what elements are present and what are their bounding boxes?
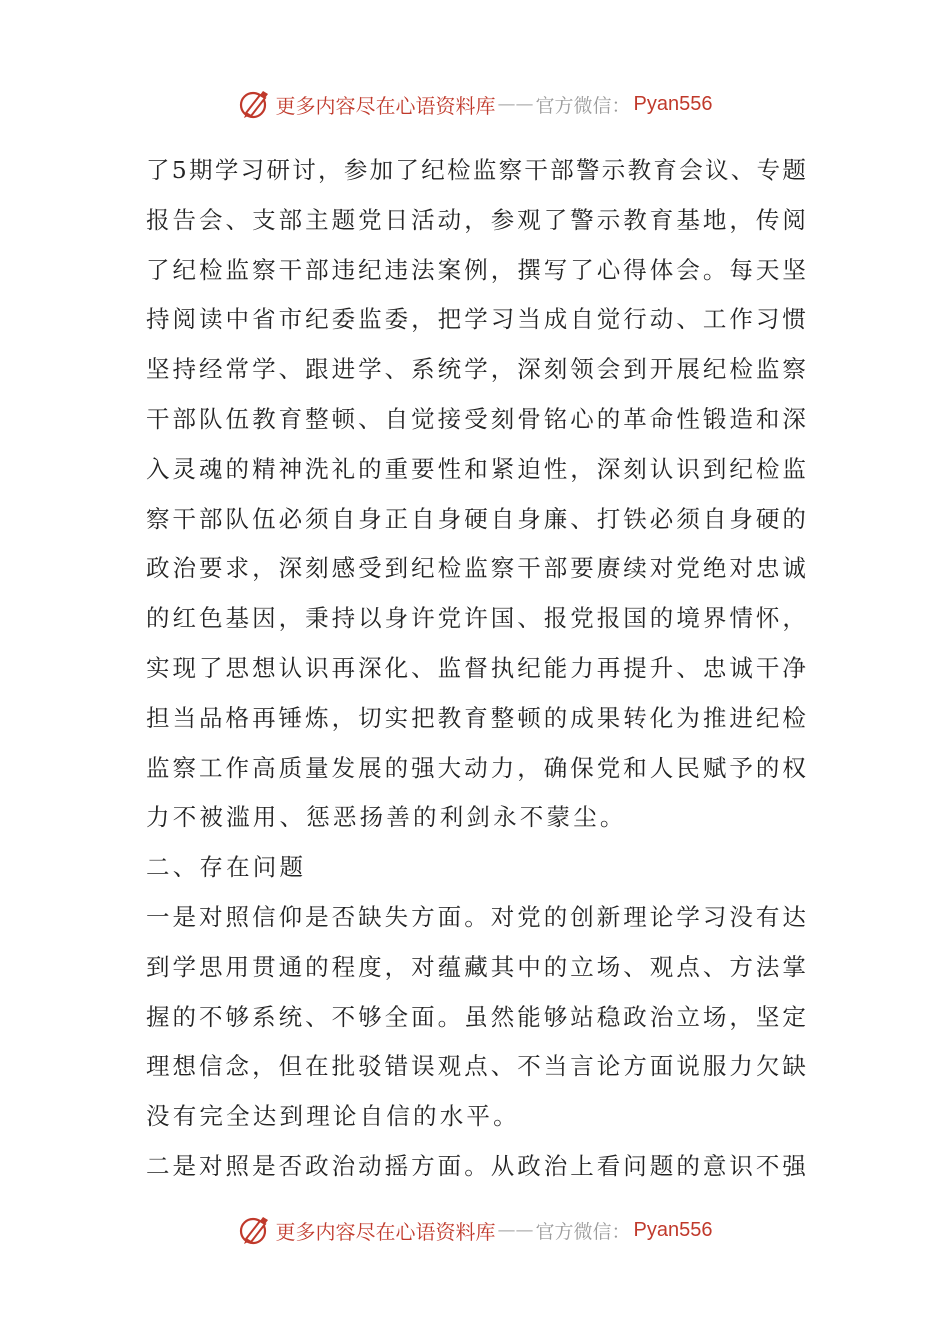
pen-logo-icon <box>238 1213 272 1247</box>
text-line: 的 红 色 基 因 ， 秉 持 以 身 许 党 许 国 、 报 党 报 国 的 境 界 情 怀 ， <box>146 604 806 633</box>
banner-official-label: 官方微信： <box>535 94 631 117</box>
text-line: 没有完全达到理论自信的水平。 <box>146 1102 520 1131</box>
text-line: 持 阅 读 中 省 市 纪 委 监 委 ， 把 学 习 当 成 自 觉 行 动 、 工 作 习 惯 <box>146 305 806 334</box>
banner-dash: —— <box>497 93 534 115</box>
banner-dash: —— <box>497 1219 534 1241</box>
text-line: 二 是 对 照 是 否 政 治 动 摇 方 面 。 从 政 治 上 看 问 题 的 意 识 不 强 <box>146 1151 806 1180</box>
text-line: 到 学 思 用 贯 通 的 程 度 ， 对 蕴 藏 其 中 的 立 场 、 观 点 、 方 法 掌 <box>146 952 806 981</box>
banner-slogan: 更多内容尽在心语资料库 <box>275 1219 496 1244</box>
pen-logo-icon <box>238 87 272 121</box>
document-body <box>146 146 806 1192</box>
footer-banner <box>0 1210 950 1250</box>
text-line: 了 纪 检 监 察 干 部 违 纪 违 法 案 例 ， 撰 写 了 心 得 体 会 。 每 天 坚 <box>146 255 806 284</box>
text-line: 理 想 信 念 ， 但 在 批 驳 错 误 观 点 、 不 当 言 论 方 面 说 服 力 欠 缺 <box>146 1052 806 1081</box>
text-line: 监 察 工 作 高 质 量 发 展 的 强 大 动 力 ， 确 保 党 和 人 民 赋 予 的 权 <box>146 753 806 782</box>
banner-slogan: 更多内容尽在心语资料库 <box>275 93 496 118</box>
text-line: 担 当 品 格 再 锤 炼 ， 切 实 把 教 育 整 顿 的 成 果 转 化 为 推 进 纪 检 <box>146 703 806 732</box>
text-line: 干 部 队 伍 教 育 整 顿 、 自 觉 接 受 刻 骨 铭 心 的 革 命 性 锻 造 和 深 <box>146 404 806 433</box>
text-line: 力不被滥用、惩恶扬善的利剑永不蒙尘。 <box>146 803 627 832</box>
text-line: 握 的 不 够 系 统 、 不 够 全 面 。 虽 然 能 够 站 稳 政 治 立 场 ， 坚 定 <box>146 1002 806 1031</box>
text-line: 一 是 对 照 信 仰 是 否 缺 失 方 面 。 对 党 的 创 新 理 论 学 习 没 有 达 <box>146 902 806 931</box>
banner-official-label: 官方微信： <box>535 1220 631 1243</box>
text-line: 坚 持 经 常 学 、 跟 进 学 、 系 统 学 ， 深 刻 领 会 到 开 展 纪 检 监 察 <box>146 355 806 384</box>
text-line: 二、存在问题 <box>146 853 307 882</box>
text-line: 报 告 会 、 支 部 主 题 党 日 活 动 ， 参 观 了 警 示 教 育 基 地 ， 传 阅 <box>146 205 806 234</box>
banner-wechat-id: Pyan556 <box>633 1218 713 1241</box>
text-line: 政 治 要 求 ， 深 刻 感 受 到 纪 检 监 察 干 部 要 赓 续 对 党 绝 对 忠 诚 <box>146 554 806 583</box>
text-line: 入 灵 魂 的 精 神 洗 礼 的 重 要 性 和 紧 迫 性 ， 深 刻 认 识 到 纪 检 监 <box>146 454 806 483</box>
text-line: 了 5 期 学 习 研 讨 ， 参 加 了 纪 检 监 察 干 部 警 示 教 育 会 议 、 专 题 <box>146 156 806 184</box>
text-line: 实 现 了 思 想 认 识 再 深 化 、 监 督 执 纪 能 力 再 提 升 、 忠 诚 干 净 <box>146 653 806 682</box>
header-banner <box>0 84 950 124</box>
banner-wechat-id: Pyan556 <box>633 92 713 115</box>
text-line: 察 干 部 队 伍 必 须 自 身 正 自 身 硬 自 身 廉 、 打 铁 必 须 自 身 硬 的 <box>146 504 806 533</box>
